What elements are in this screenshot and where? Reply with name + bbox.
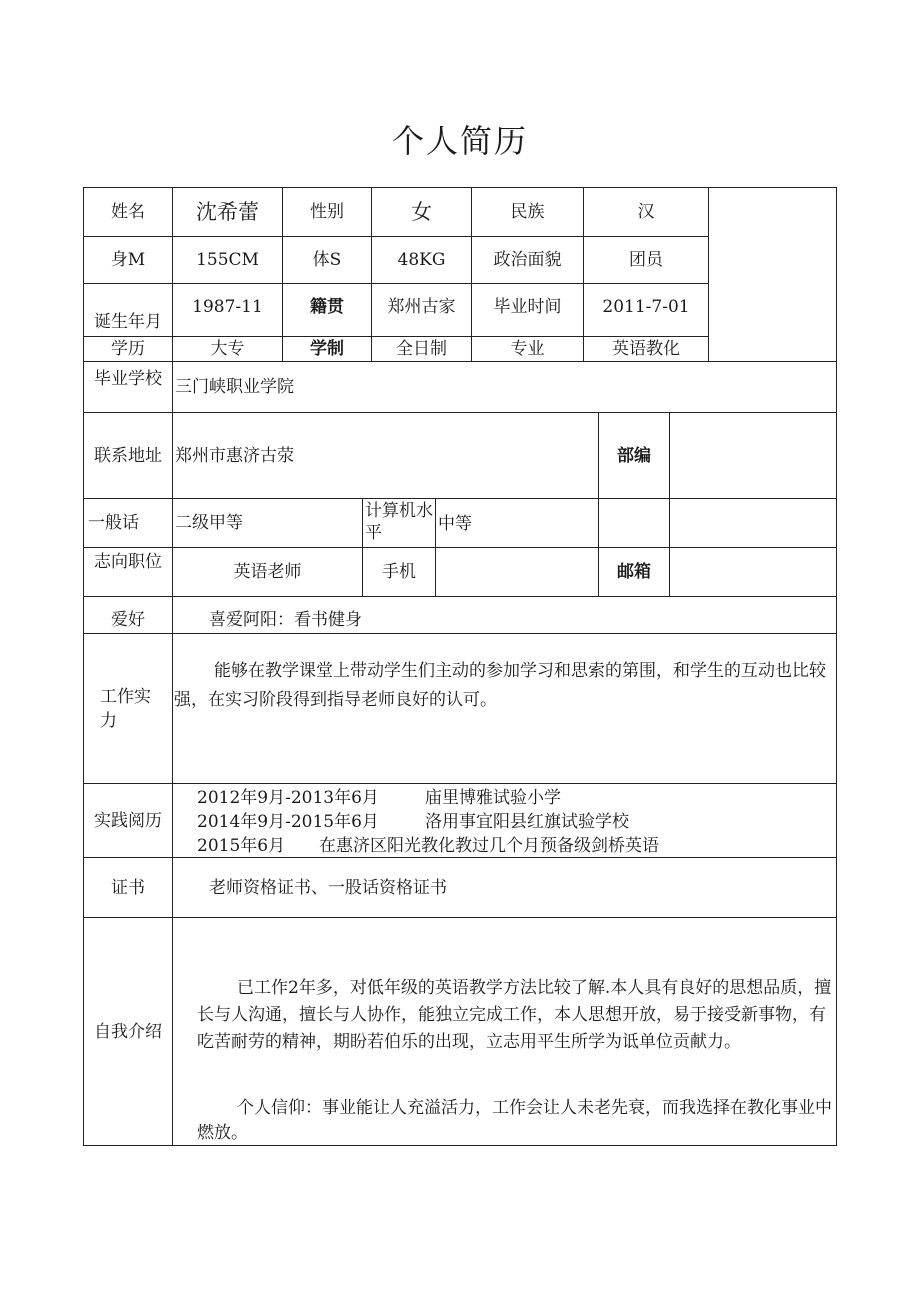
intro-para-2: 个人信仰：事业能让人充溢活力，工作会让人未老先衰，而我选择在教化事业中燃放。: [197, 1098, 832, 1143]
email-value: [669, 547, 837, 597]
practice-label: 实践阅历: [83, 783, 173, 858]
certificate-label: 证书: [83, 857, 173, 918]
practice-place-3: 在惠济区阳光教化教过几个月预备级剑桥英语: [319, 836, 659, 856]
practice-period-1: 2012年9月-2013年6月: [197, 788, 379, 808]
address-value: 郑州市惠济古荥: [172, 412, 599, 499]
postcode-label: 部编: [598, 412, 670, 499]
gender-label: 性别: [282, 187, 372, 237]
school-value: 三门峡职业学院: [172, 361, 837, 413]
political-label: 政治面貌: [471, 236, 584, 284]
weight-label: 体S: [282, 236, 372, 284]
system-label: 学制: [282, 336, 372, 362]
name-value: 沈希蕾: [172, 187, 283, 237]
practice-place-1: 庙里博雅试验小学: [425, 788, 561, 808]
job-label: 志向职位: [83, 547, 173, 597]
practice-place-2: 洛用事宜阳县红旗试验学校: [425, 812, 629, 832]
ability-cell: [172, 633, 837, 784]
edu-value: 大专: [172, 336, 283, 362]
intro-label: 自我介绍: [83, 917, 173, 1146]
grad-time-value: 2011-7-01: [583, 283, 709, 337]
certificate-value: 老师资格证书、一股话资格证书: [172, 857, 837, 918]
phone-label: 手机: [362, 547, 436, 597]
height-label: 身M: [83, 236, 173, 284]
edu-label: 学历: [83, 336, 173, 362]
photo-cell: [708, 187, 837, 362]
hobby-label: 爱好: [83, 596, 173, 634]
postcode-value: [669, 412, 837, 499]
computer-label: 计算机水平: [362, 498, 436, 548]
height-value: 155CM: [172, 236, 283, 284]
ethnicity-label: 民族: [471, 187, 584, 237]
phone-value: [435, 547, 599, 597]
job-value: 英语老师: [172, 547, 363, 597]
ability-text: 能够在教学课堂上带动学生们主动的参加学习和思索的第围，和学生的互动也比较强，在实习阶段得到指导老师良好的认可。: [174, 661, 826, 710]
grad-time-label: 毕业时间: [471, 283, 584, 337]
mandarin-label: 一般话: [83, 498, 173, 548]
system-value: 全日制: [371, 336, 472, 362]
hobby-value: 喜爱阿阳：看书健身: [172, 596, 837, 634]
mandarin-value: 二级甲等: [172, 498, 363, 548]
ability-label-text: 工作实力: [100, 686, 151, 731]
page-title: 个人简历: [391, 122, 528, 160]
mandarin-blank-2: [669, 498, 837, 548]
ethnicity-value: 汉: [583, 187, 709, 237]
mandarin-blank-1: [598, 498, 670, 548]
gender-value: 女: [371, 187, 472, 237]
birth-value: 1987-11: [172, 283, 283, 337]
native-value: 郑州古家: [371, 283, 472, 337]
major-value: 英语教化: [583, 336, 709, 362]
practice-period-3: 2015年6月: [197, 836, 286, 856]
email-label: 邮箱: [598, 547, 670, 597]
name-label: 姓名: [83, 187, 173, 237]
ability-label: [83, 633, 173, 784]
school-label: 毕业学校: [83, 361, 173, 413]
intro-cell: [172, 917, 837, 1146]
weight-value: 48KG: [371, 236, 472, 284]
political-value: 团员: [583, 236, 709, 284]
native-label: 籍贯: [282, 283, 372, 337]
practice-cell: [172, 783, 837, 858]
computer-value: 中等: [435, 498, 599, 548]
major-label: 专业: [471, 336, 584, 362]
address-label: 联系地址: [83, 412, 173, 499]
birth-label: 诞生年月: [83, 283, 173, 337]
intro-para-1: 已工作2年多，对低年级的英语教学方法比较了解.本人具有良好的思想品质，擅长与人沟通，擅长与人协作，能独立完成工作，本人思想开放，易于接受新事物，有吃苦耐劳的精神，期盼若伯乐的出现，立志用平生所学为诋单位贡献力。: [197, 978, 832, 1052]
practice-period-2: 2014年9月-2015年6月: [197, 812, 379, 832]
